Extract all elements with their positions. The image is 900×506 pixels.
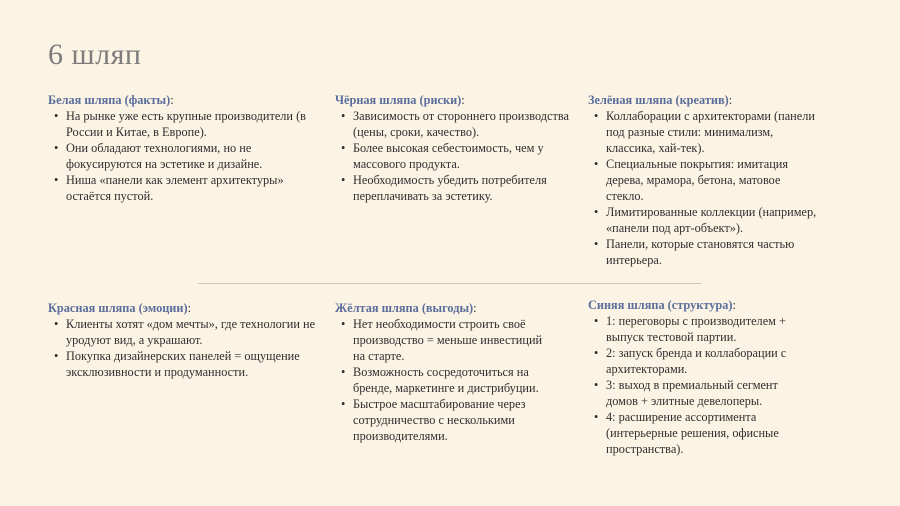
heading-colon: : <box>170 93 174 107</box>
list-item: • Ниша «панели как элемент архитектуры» остаётся пустой. <box>48 172 318 204</box>
list-item: • Специальные покрытия: имитация дерева, мрамора, бетона, матовое стекло. <box>588 156 818 204</box>
yellow-hat-list <box>335 316 555 444</box>
red-hat-list <box>48 316 320 380</box>
slide-title: 6 шляп <box>48 38 142 71</box>
list-item: • Клиенты хотят «дом мечты», где технологии не уродуют вид, а украшают. <box>48 316 320 348</box>
heading-colon: : <box>732 298 736 312</box>
white-hat-heading <box>48 92 318 108</box>
list-item: • Зависимость от стороннего производства (цены, сроки, качество). <box>335 108 575 140</box>
list-item: • Коллаборации с архитекторами (панели под разные стили: минимализм, классика, хай-тек). <box>588 108 818 156</box>
list-item: • Лимитированные коллекции (например, «панели под арт-объект»). <box>588 204 818 236</box>
section-divider <box>198 283 701 284</box>
list-item: • Панели, которые становятся частью интерьера. <box>588 236 818 268</box>
blue-hat-heading <box>588 297 806 313</box>
green-hat-block <box>588 92 818 268</box>
white-hat-block <box>48 92 318 204</box>
list-item: • 2: запуск бренда и коллаборации с архитекторами. <box>588 345 806 377</box>
black-hat-heading <box>335 92 575 108</box>
list-item: • На рынке уже есть крупные производители (в России и Китае, в Европе). <box>48 108 318 140</box>
list-item: • Более высокая себестоимость, чем у массового продукта. <box>335 140 575 172</box>
yellow-hat-block <box>335 300 555 444</box>
list-item: • 4: расширение ассортимента (интерьерные решения, офисные пространства). <box>588 409 806 457</box>
list-item: • Нет необходимости строить своё производство = меньше инвестиций на старте. <box>335 316 555 364</box>
blue-hat-heading-text: Синяя шляпа (структура) <box>588 298 733 312</box>
red-hat-heading-text: Красная шляпа (эмоции) <box>48 301 188 315</box>
green-hat-heading <box>588 92 818 108</box>
green-hat-heading-text: Зелёная шляпа (креатив) <box>588 93 729 107</box>
heading-colon: : <box>728 93 733 107</box>
list-item: • 1: переговоры с производителем + выпуск тестовой партии. <box>588 313 806 345</box>
black-hat-list <box>335 108 575 204</box>
white-hat-list <box>48 108 318 204</box>
black-hat-heading-text: Чёрная шляпа (риски) <box>335 93 462 107</box>
white-hat-heading-text: Белая шляпа (факты) <box>48 93 171 107</box>
green-hat-list <box>588 108 818 268</box>
black-hat-block <box>335 92 575 204</box>
list-item: • Быстрое масштабирование через сотрудничество с несколькими производителями. <box>335 396 555 444</box>
blue-hat-list <box>588 313 806 457</box>
red-hat-block <box>48 300 320 380</box>
heading-colon: : <box>461 93 465 107</box>
yellow-hat-heading-text: Жёлтая шляпа (выгоды) <box>335 301 474 315</box>
list-item: • 3: выход в премиальный сегмент домов + элитные девелоперы. <box>588 377 806 409</box>
heading-colon: : <box>473 301 477 315</box>
list-item: • Возможность сосредоточиться на бренде, маркетинге и дистрибуции. <box>335 364 555 396</box>
heading-colon: : <box>187 301 191 315</box>
red-hat-heading <box>48 300 320 316</box>
blue-hat-block <box>588 297 806 457</box>
list-item: • Они обладают технологиями, но не фокусируются на эстетике и дизайне. <box>48 140 318 172</box>
list-item: • Необходимость убедить потребителя переплачивать за эстетику. <box>335 172 575 204</box>
yellow-hat-heading <box>335 300 555 316</box>
list-item: • Покупка дизайнерских панелей = ощущение эксклюзивности и продуманности. <box>48 348 320 380</box>
